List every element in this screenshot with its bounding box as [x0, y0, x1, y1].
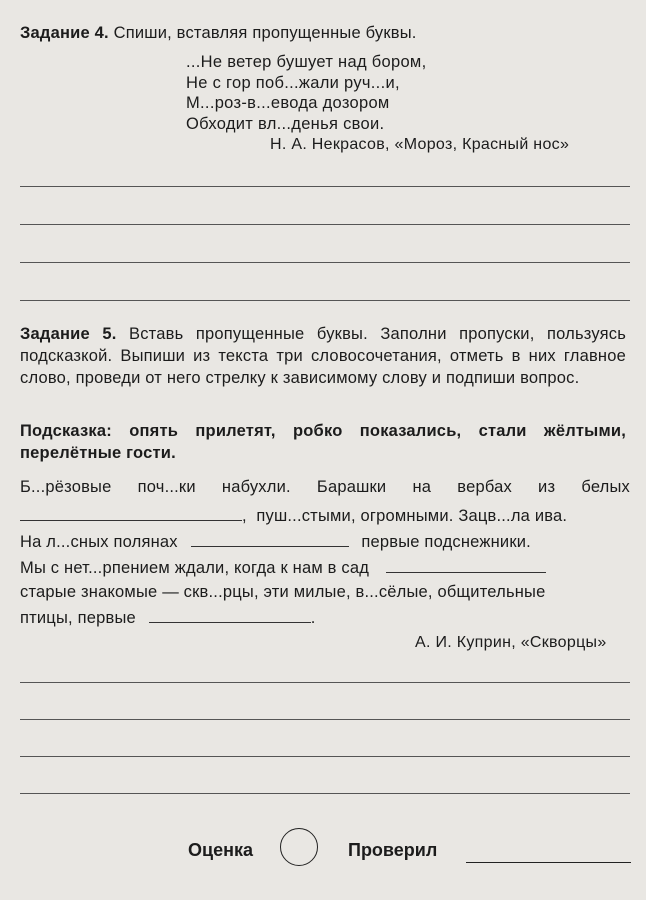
text-segment: На л...сных полянах — [20, 533, 178, 551]
signature-line[interactable] — [466, 862, 631, 863]
text-line-6 — [20, 608, 315, 628]
poem-line: М...роз-в...евода дозором — [186, 94, 390, 112]
task4-poem — [186, 52, 426, 134]
task4-instruction: Спиши, вставляя пропущенные буквы. — [113, 24, 417, 42]
text-line-1: Б...рёзовые поч...ки набухли. Барашки на вербах из белых — [20, 478, 630, 496]
answer-line[interactable] — [20, 262, 630, 263]
text-segment: пуш...стыми, огромными. Зацв...ла ива. — [256, 507, 568, 525]
text-segment: . — [310, 609, 316, 627]
grade-circle[interactable] — [280, 828, 318, 866]
checked-label: Проверил — [348, 840, 438, 860]
fill-blank[interactable] — [149, 608, 311, 623]
task4-attribution: Н. А. Некрасов, «Мороз, Красный нос» — [270, 136, 570, 153]
answer-line[interactable] — [20, 756, 630, 757]
answer-line[interactable] — [20, 793, 630, 794]
task4-label: Задание 4. — [20, 24, 109, 42]
answer-line[interactable] — [20, 719, 630, 720]
task5-header — [20, 323, 626, 389]
task5-hint: Подсказка: опять прилетят, робко показались, стали жёлтыми, перелётные гости. — [20, 422, 626, 462]
text-line-4 — [20, 558, 546, 578]
poem-line: Обходит вл...денья свои. — [186, 114, 385, 133]
text-line-2: , пуш...стыми, огромными. Зацв...ла ива. — [20, 506, 567, 526]
task5-attribution: А. И. Куприн, «Скворцы» — [415, 634, 607, 651]
task5-label: Задание 5. — [20, 325, 117, 343]
text-segment: Мы с нет...рпением ждали, когда к нам в сад — [20, 559, 370, 577]
text-line-5: старые знакомые — скв...рцы, эти милые, в...сёлые, общительные — [20, 583, 546, 601]
text-segment: птицы, первые — [20, 609, 136, 627]
fill-blank[interactable] — [386, 558, 546, 573]
task4-header — [20, 22, 626, 44]
task5-instruction: Вставь пропущенные буквы. Заполни пропуски, пользуясь подсказкой. Выпиши из текста три словосочетания, отметь в них главное слово, проведи от него стрелку к зависимому слову и подпиши вопрос. — [20, 325, 626, 387]
fill-blank[interactable] — [20, 506, 242, 521]
answer-line[interactable] — [20, 682, 630, 683]
text-segment: первые подснежники. — [361, 533, 531, 551]
poem-line: ...Не ветер бушует над бором, — [186, 53, 427, 71]
answer-line[interactable] — [20, 224, 630, 225]
text-line-3 — [20, 532, 531, 552]
grade-label: Оценка — [188, 840, 253, 860]
fill-blank[interactable] — [191, 532, 349, 547]
poem-line: Не с гор поб...жали руч...и, — [186, 73, 400, 92]
answer-line[interactable] — [20, 186, 630, 187]
answer-line[interactable] — [20, 300, 630, 301]
